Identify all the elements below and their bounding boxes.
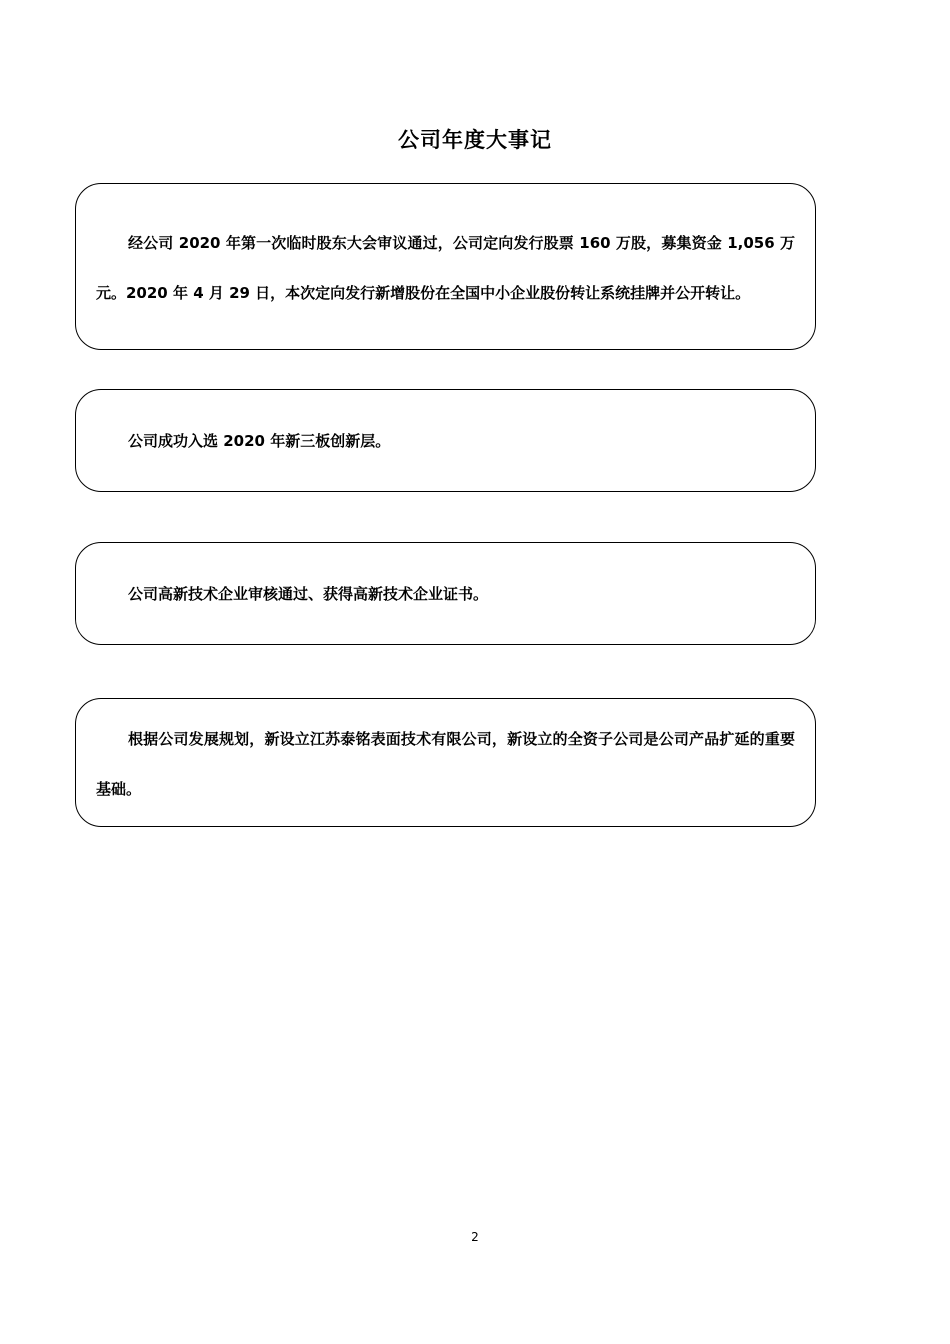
event-box <box>75 698 816 827</box>
page-title: 公司年度大事记 <box>398 128 552 152</box>
event-box <box>75 183 816 350</box>
event-box <box>75 389 816 492</box>
event-text: 公司高新技术企业审核通过、获得高新技术企业证书。 <box>128 585 489 603</box>
event-text: 公司成功入选 2020 年新三板创新层。 <box>128 432 391 450</box>
event-text: 根据公司发展规划，新设立江苏泰铭表面技术有限公司，新设立的全资子公司是公司产品扩延的重要基础。 <box>96 730 795 798</box>
page-number: 2 <box>471 1230 479 1244</box>
event-box <box>75 542 816 645</box>
event-text: 经公司 2020 年第一次临时股东大会审议通过，公司定向发行股票 160 万股，募集资金 1,056 万元。2020 年 4 月 29 日，本次定向发行新增股份在全国中小企业股份转让系统挂牌并公开转让。 <box>96 234 795 302</box>
